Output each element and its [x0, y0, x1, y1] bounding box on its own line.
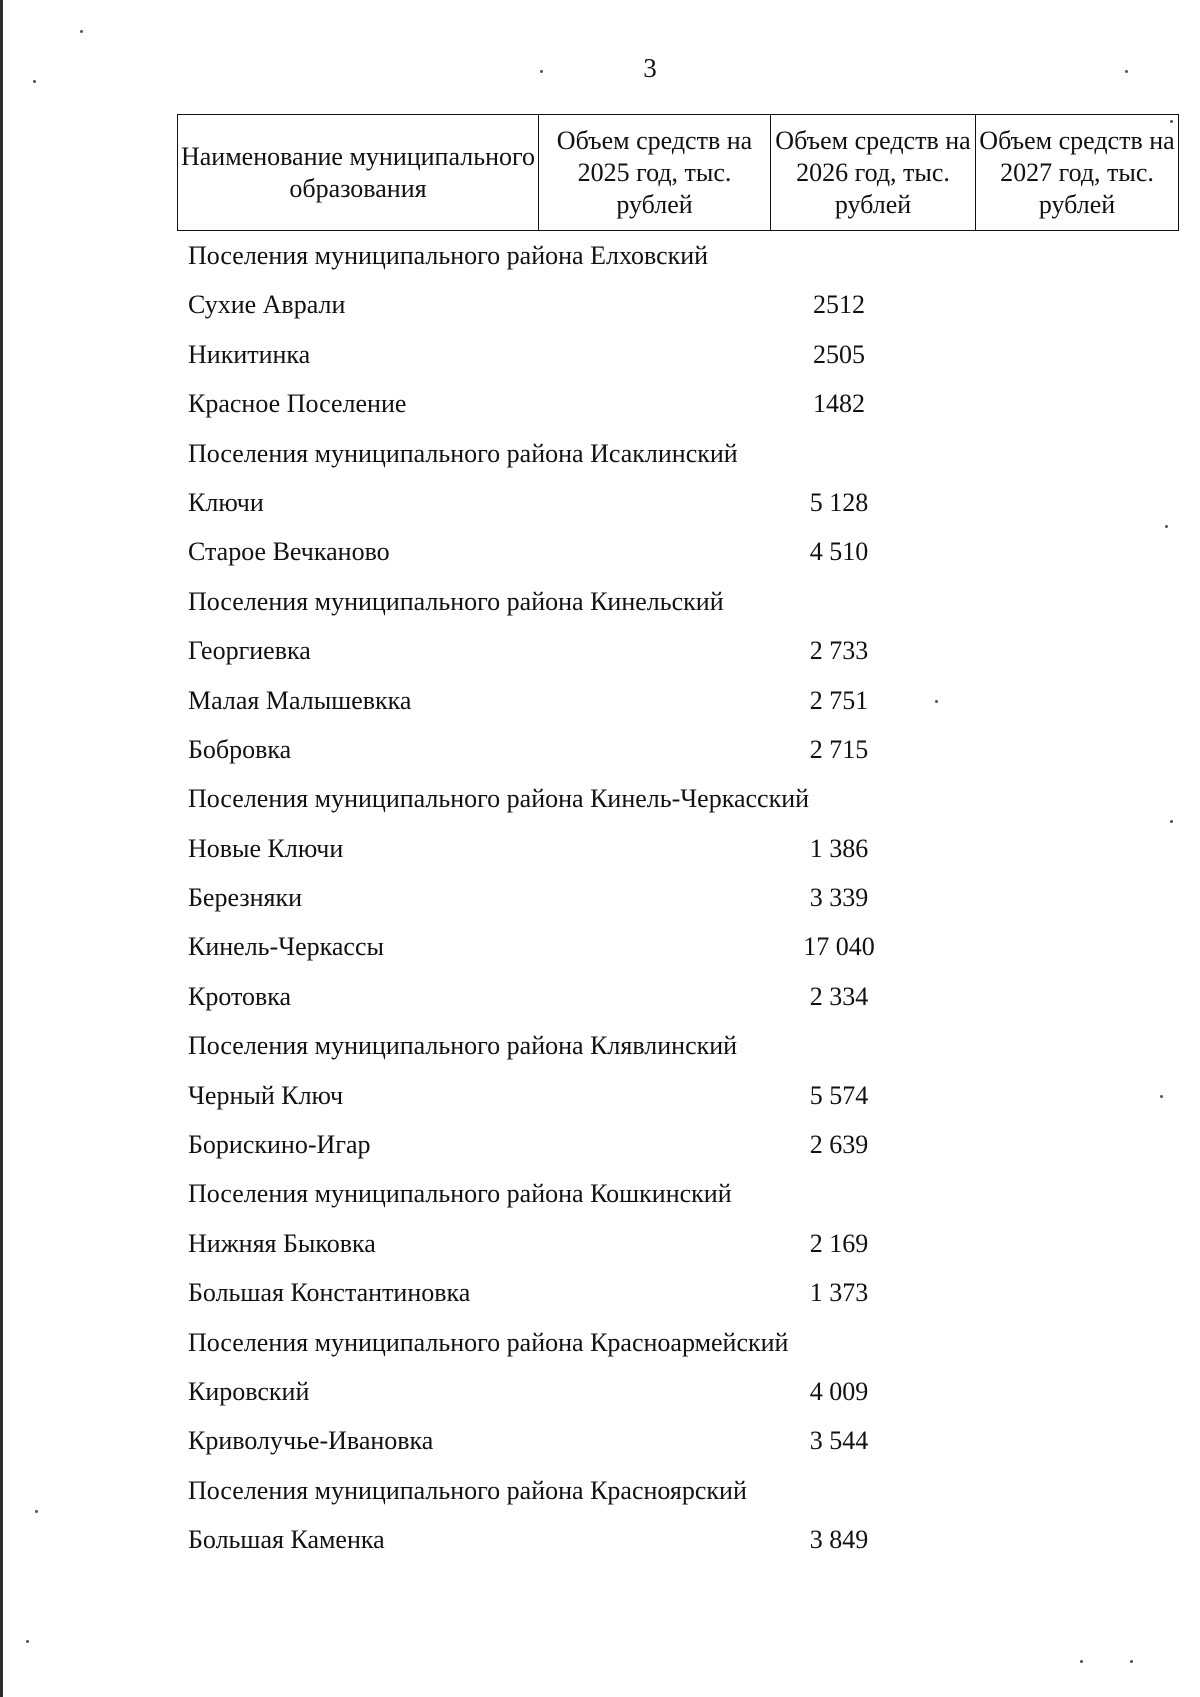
scan-speck: [1170, 820, 1173, 823]
amount-2025: 1 386: [809, 833, 869, 863]
settlement-name: Криволучье-Ивановка: [188, 1426, 434, 1456]
amount-2025: 1482: [813, 389, 865, 419]
district-group-row: [188, 1471, 1168, 1520]
table-row: [188, 335, 1168, 384]
page-number: 3: [643, 53, 657, 83]
table-row: [188, 532, 1168, 581]
table-row: [188, 730, 1168, 779]
district-group-row: [188, 582, 1168, 631]
amount-2025: 2505: [813, 339, 865, 369]
district-group-row: [188, 434, 1168, 483]
district-group-title: Поселения муниципального района Кошкинский: [188, 1179, 732, 1209]
district-group-title: Поселения муниципального района Красноармейский: [188, 1327, 789, 1357]
district-group-title: Поселения муниципального района Клявлинский: [188, 1031, 738, 1061]
table-row: [188, 285, 1168, 334]
table-row: [188, 384, 1168, 433]
table-row: [188, 1076, 1168, 1125]
amount-2025: 4 510: [809, 537, 869, 567]
settlement-name: Кротовка: [188, 981, 292, 1011]
settlement-name: Большая Каменка: [188, 1525, 385, 1555]
district-group-row: [188, 1174, 1168, 1223]
scan-speck: [1125, 70, 1128, 73]
settlement-name: Борискино-Игар: [188, 1130, 371, 1160]
amount-2025: 2 639: [809, 1130, 869, 1160]
table-row: [188, 483, 1168, 532]
amount-2025: 2 334: [809, 981, 869, 1011]
district-group-title: Поселения муниципального района Кинельский: [188, 586, 724, 616]
amount-2025: 2 751: [809, 685, 869, 715]
table-row: [188, 631, 1168, 680]
table-row: [188, 829, 1168, 878]
table-row: [188, 1224, 1168, 1273]
table-row: [188, 1273, 1168, 1322]
header-amount-2026: Объем средств на 2026 год, тыс. рублей: [771, 115, 976, 231]
district-group-title: Поселения муниципального района Красноярский: [188, 1475, 747, 1505]
settlement-name: Георгиевка: [188, 636, 311, 666]
district-group-row: [188, 779, 1168, 828]
amount-2025: 1 373: [809, 1278, 869, 1308]
amount-2025: 2 169: [809, 1228, 869, 1258]
settlement-name: Никитинка: [188, 339, 311, 369]
scan-speck: [33, 80, 36, 83]
amount-2025: 5 128: [809, 487, 869, 517]
settlement-name: Березняки: [188, 883, 303, 913]
settlement-name: Новые Ключи: [188, 833, 344, 863]
table-row: [188, 1125, 1168, 1174]
settlement-name: Кинель-Черкассы: [188, 932, 384, 962]
district-group-row: [188, 1026, 1168, 1075]
amount-2025: 17 040: [803, 932, 875, 962]
table-row: [188, 878, 1168, 927]
table-row: [188, 927, 1168, 976]
scan-speck: [1080, 1660, 1083, 1663]
table-row: [188, 681, 1168, 730]
scan-speck: [26, 1640, 29, 1643]
scan-speck: [1170, 120, 1173, 123]
table-row: [188, 977, 1168, 1026]
amount-2025: 4 009: [809, 1376, 869, 1406]
district-group-row: [188, 236, 1168, 285]
amount-2025: 5 574: [809, 1080, 869, 1110]
table-header-row: [178, 115, 1179, 231]
allocation-table-body: [188, 236, 1168, 1570]
scan-speck: [1165, 525, 1168, 528]
amount-2025: 3 849: [809, 1525, 869, 1555]
header-amount-2027: Объем средств на 2027 год, тыс. рублей: [976, 115, 1179, 231]
amount-2025: 3 339: [809, 883, 869, 913]
table-row: [188, 1421, 1168, 1470]
scan-speck: [1130, 1660, 1133, 1663]
amount-2025: 3 544: [809, 1426, 869, 1456]
district-group-title: Поселения муниципального района Исаклинский: [188, 438, 738, 468]
scan-speck: [540, 70, 543, 73]
table-row: [188, 1372, 1168, 1421]
settlement-name: Кировский: [188, 1376, 310, 1406]
allocation-table-header: [177, 114, 1179, 231]
settlement-name: Черный Ключ: [188, 1080, 344, 1110]
district-group-row: [188, 1323, 1168, 1372]
amount-2025: 2 715: [809, 734, 869, 764]
district-group-title: Поселения муниципального района Кинель-Черкасский: [188, 784, 810, 814]
settlement-name: Бобровка: [188, 734, 292, 764]
scan-speck: [35, 1510, 38, 1513]
header-amount-2025: Объем средств на 2025 год, тыс. рублей: [539, 115, 771, 231]
settlement-name: Нижняя Быковка: [188, 1228, 376, 1258]
scan-edge: [0, 0, 3, 1697]
scan-speck: [80, 30, 83, 33]
settlement-name: Малая Малышевкка: [188, 685, 412, 715]
table-row: [188, 1520, 1168, 1569]
header-municipality: Наименование муниципального образования: [178, 115, 539, 231]
settlement-name: Ключи: [188, 487, 264, 517]
settlement-name: Большая Константиновка: [188, 1278, 471, 1308]
settlement-name: Старое Вечканово: [188, 537, 390, 567]
settlement-name: Сухие Аврали: [188, 290, 346, 320]
scan-speck: [1160, 1095, 1163, 1098]
district-group-title: Поселения муниципального района Елховский: [188, 241, 709, 270]
scan-speck: [935, 700, 938, 703]
amount-2025: 2512: [813, 290, 865, 320]
settlement-name: Красное Поселение: [188, 389, 407, 419]
amount-2025: 2 733: [809, 636, 869, 666]
